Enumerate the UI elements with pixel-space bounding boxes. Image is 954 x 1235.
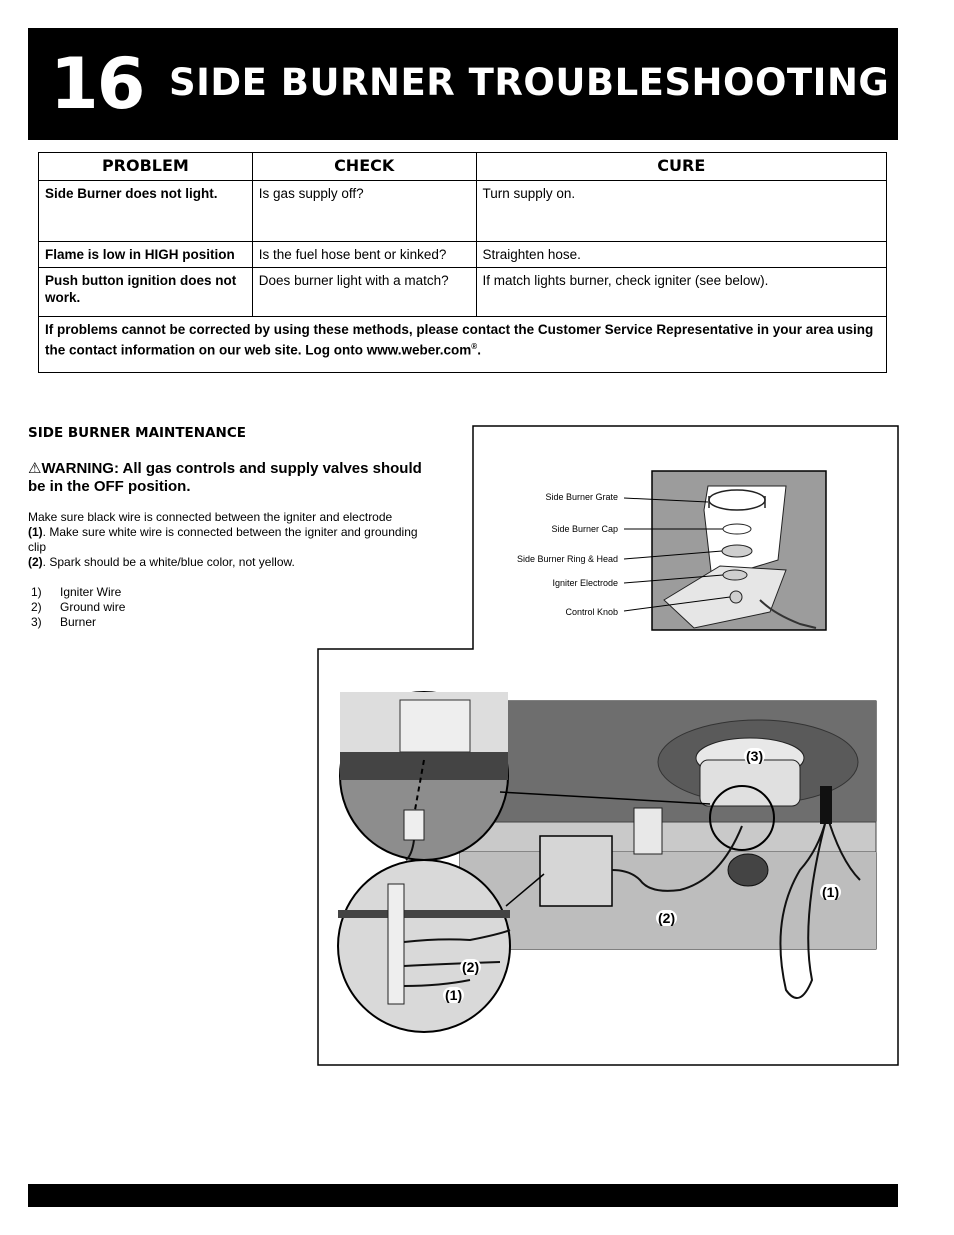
cure-cell: Straighten hose. xyxy=(476,242,886,268)
cure-cell: Turn supply on. xyxy=(476,181,886,242)
legend-label: Igniter Wire xyxy=(60,585,122,599)
warning-icon: ⚠ xyxy=(28,459,42,477)
problem-cell: Flame is low in HIGH position xyxy=(39,242,253,268)
check-cell: Does burner light with a match? xyxy=(252,268,476,317)
ring-head-shape xyxy=(722,545,752,557)
electrode-shape xyxy=(723,570,747,580)
label-control-knob: Control Knob xyxy=(565,607,618,617)
label-burner-grate: Side Burner Grate xyxy=(545,492,618,502)
legend-num: 2) xyxy=(31,600,42,614)
header-check: CHECK xyxy=(252,153,476,181)
ref-ground-wire: (2) xyxy=(28,555,43,569)
control-knob-stem xyxy=(728,854,768,886)
footer-bar xyxy=(28,1184,898,1207)
knob-shape xyxy=(730,591,742,603)
callout-igniter-wire: (1) xyxy=(822,884,840,900)
legend-label: Ground wire xyxy=(60,600,126,614)
label-igniter-electrode: Igniter Electrode xyxy=(552,578,618,588)
legend-num: 3) xyxy=(31,615,42,629)
callout-ground-wire: (2) xyxy=(658,910,676,926)
igniter-wire-connector xyxy=(820,786,832,824)
footnote-text: If problems cannot be corrected by using these methods, please contact the Customer Service Representative in your area using the contact information on our web site. Log onto www.weber.com xyxy=(45,322,874,358)
grill-frame-rail xyxy=(460,822,876,852)
grill-lower-panel xyxy=(460,852,876,949)
callout-detail-igniter: (1) xyxy=(445,987,463,1003)
cure-cell: If match lights burner, check igniter (see below). xyxy=(476,268,886,317)
instruction-text: . Spark should be a white/blue color, not yellow. xyxy=(42,555,295,569)
page-number: 16 xyxy=(50,43,144,125)
problem-cell: Push button ignition does not work. xyxy=(39,268,253,317)
cap-shape xyxy=(723,524,751,534)
igniter-box xyxy=(540,836,612,906)
legend-num: 1) xyxy=(31,585,42,599)
check-cell: Is gas supply off? xyxy=(252,181,476,242)
footnote-end: . xyxy=(477,342,481,358)
instruction-line: Make sure black wire is connected between the igniter and electrode xyxy=(28,510,393,524)
legend-label: Burner xyxy=(60,615,97,629)
label-burner-cap: Side Burner Cap xyxy=(551,524,618,534)
ref-igniter-wire: (1) xyxy=(28,525,43,539)
valve-body xyxy=(634,808,662,854)
detail-circle-igniter xyxy=(338,860,510,1032)
header-problem: PROBLEM xyxy=(39,153,253,181)
header-cure: CURE xyxy=(476,153,886,181)
igniter-body xyxy=(388,884,404,1004)
registered-mark: ® xyxy=(471,342,478,351)
callout-detail-ground: (2) xyxy=(462,959,480,975)
electrode-connector xyxy=(404,810,424,840)
warning-message: WARNING: All gas controls and supply valves should be in the OFF position. xyxy=(28,460,422,495)
callout-burner: (3) xyxy=(746,748,764,764)
instruction-text: . Make sure white wire is connected between the igniter and grounding clip xyxy=(28,525,418,554)
problem-cell: Side Burner does not light. xyxy=(39,181,253,242)
page-title: SIDE BURNER TROUBLESHOOTING xyxy=(169,61,890,104)
label-ring-head: Side Burner Ring & Head xyxy=(516,554,618,564)
maintenance-heading: SIDE BURNER MAINTENANCE xyxy=(28,425,246,441)
check-cell: Is the fuel hose bent or kinked? xyxy=(252,242,476,268)
